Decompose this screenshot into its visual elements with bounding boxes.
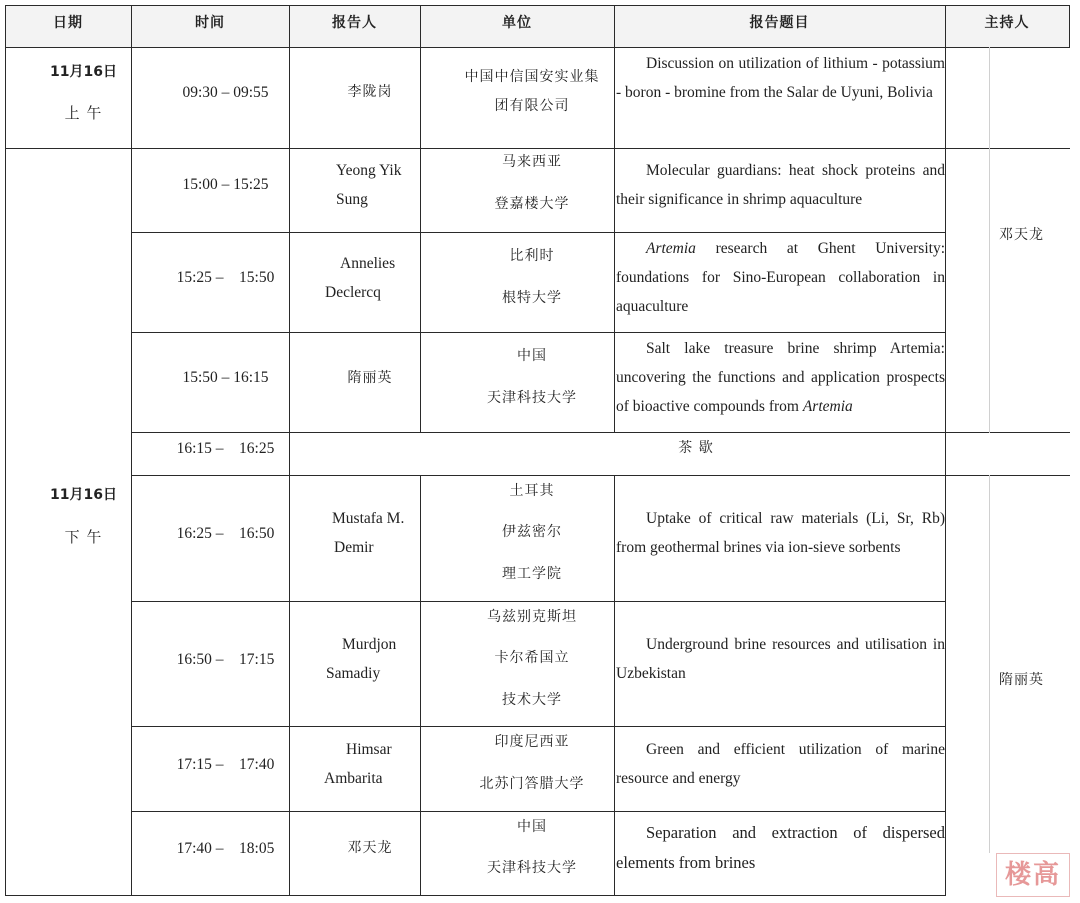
row-topic: Underground brine resources and utilisation in Uzbekistan (616, 636, 945, 682)
row-speaker: Annelies (340, 255, 396, 272)
header-time: 时间 (195, 15, 225, 31)
morning-period: 上 午 (64, 104, 103, 122)
row-speaker: Mustafa M. (332, 510, 405, 527)
row-speaker: 隋丽英 (347, 370, 393, 386)
tea-break: 茶 歇 (678, 440, 714, 456)
row-unit: 伊兹密尔 (502, 524, 562, 540)
row-topic: Uptake of critical raw materials (Li, Sr, Rb) from geothermal brines via ion-sieve sorbents (616, 510, 945, 556)
table-border-top (5, 5, 1070, 6)
row-unit: 马来西亚 (502, 154, 562, 170)
header-topic: 报告题目 (749, 15, 810, 31)
row-speaker: Demir (334, 539, 374, 556)
row-time: 15:00 – 15:25 (182, 176, 269, 193)
row-topic: Molecular guardians: heat shock proteins and their significance in shrimp aquaculture (616, 162, 945, 208)
row-unit: 登嘉楼大学 (494, 196, 570, 212)
row-unit: 根特大学 (502, 290, 562, 306)
row-divider (131, 726, 946, 727)
row-topic (616, 234, 945, 321)
watermark-stamp: 楼高 (996, 853, 1070, 897)
row-unit: 印度尼西亚 (494, 734, 570, 750)
row-speaker: Samadiy (326, 665, 381, 682)
morning-date: 11月16日 (50, 64, 117, 80)
topic-text: research at Ghent University: foundations for Sino-European collaboration in aquaculture (616, 240, 945, 315)
row-topic: Separation and extraction of dispersed elements from brines (616, 823, 945, 872)
row-unit: 中国 (517, 348, 547, 364)
afternoon-host: 隋丽英 (999, 672, 1044, 688)
row-divider (131, 811, 946, 812)
row-unit: 卡尔希国立 (494, 650, 570, 666)
row-speaker: Yeong Yik (336, 162, 402, 179)
row-unit: 理工学院 (502, 566, 562, 582)
row-unit: 技术大学 (502, 692, 562, 708)
morning-host: 邓天龙 (999, 227, 1044, 243)
row-time: 17:15 – 17:40 (176, 756, 275, 773)
row-divider (131, 432, 1070, 433)
row-topic (616, 334, 945, 421)
topic-text: Salt lake treasure brine shrimp Artemia: uncovering the functions and application prospects of bioactive compounds from (616, 340, 945, 415)
header-speaker: 报告人 (332, 15, 377, 31)
row-time: 16:15 – 16:25 (176, 440, 275, 457)
header-host: 主持人 (984, 15, 1030, 31)
row-unit: 天津科技大学 (487, 860, 577, 876)
row-divider (131, 232, 946, 233)
row-topic: Green and efficient utilization of marine resource and energy (616, 741, 945, 787)
table-border-bottom (5, 895, 946, 896)
row-speaker: Murdjon (342, 636, 397, 653)
header-unit: 单位 (502, 15, 532, 31)
topic-italic-term: Artemia (802, 398, 853, 415)
row-unit: 北苏门答腊大学 (479, 776, 585, 792)
row-unit: 比利时 (509, 248, 555, 264)
row-divider (131, 601, 946, 602)
row-divider (131, 475, 1070, 476)
row-topic: Discussion on utilization of lithium - potassium - boron - bromine from the Salar de Uyuni, Bolivia (616, 55, 945, 101)
row-speaker: Sung (336, 191, 368, 208)
host-column-edge (989, 475, 990, 853)
row-time: 09:30 – 09:55 (182, 84, 269, 101)
row-speaker: Declercq (325, 284, 381, 301)
row-time: 16:25 – 16:50 (176, 525, 275, 542)
row-speaker: 李陇岗 (347, 84, 393, 100)
table-border-left (5, 5, 6, 896)
row-time: 17:40 – 18:05 (176, 840, 275, 857)
row-unit: 中国中信国安实业集 (464, 69, 600, 85)
row-unit: 乌兹别克斯坦 (487, 609, 577, 625)
row-divider (131, 332, 946, 333)
row-divider (5, 148, 1070, 149)
row-speaker: Ambarita (324, 770, 383, 787)
row-unit: 土耳其 (509, 483, 555, 499)
header-date: 日期 (53, 15, 83, 31)
row-speaker: 邓天龙 (347, 840, 393, 856)
afternoon-period: 下 午 (64, 528, 103, 546)
topic-italic-term: Artemia (646, 240, 696, 257)
afternoon-date: 11月16日 (50, 487, 117, 503)
row-time: 15:25 – 15:50 (176, 269, 275, 286)
row-time: 15:50 – 16:15 (182, 369, 269, 386)
header-divider (5, 47, 1070, 48)
row-time: 16:50 – 17:15 (176, 651, 275, 668)
table-border-right (1069, 5, 1070, 48)
row-unit: 团有限公司 (494, 98, 570, 114)
row-unit: 中国 (517, 819, 547, 835)
row-speaker: Himsar (346, 741, 392, 758)
row-unit: 天津科技大学 (487, 390, 577, 406)
